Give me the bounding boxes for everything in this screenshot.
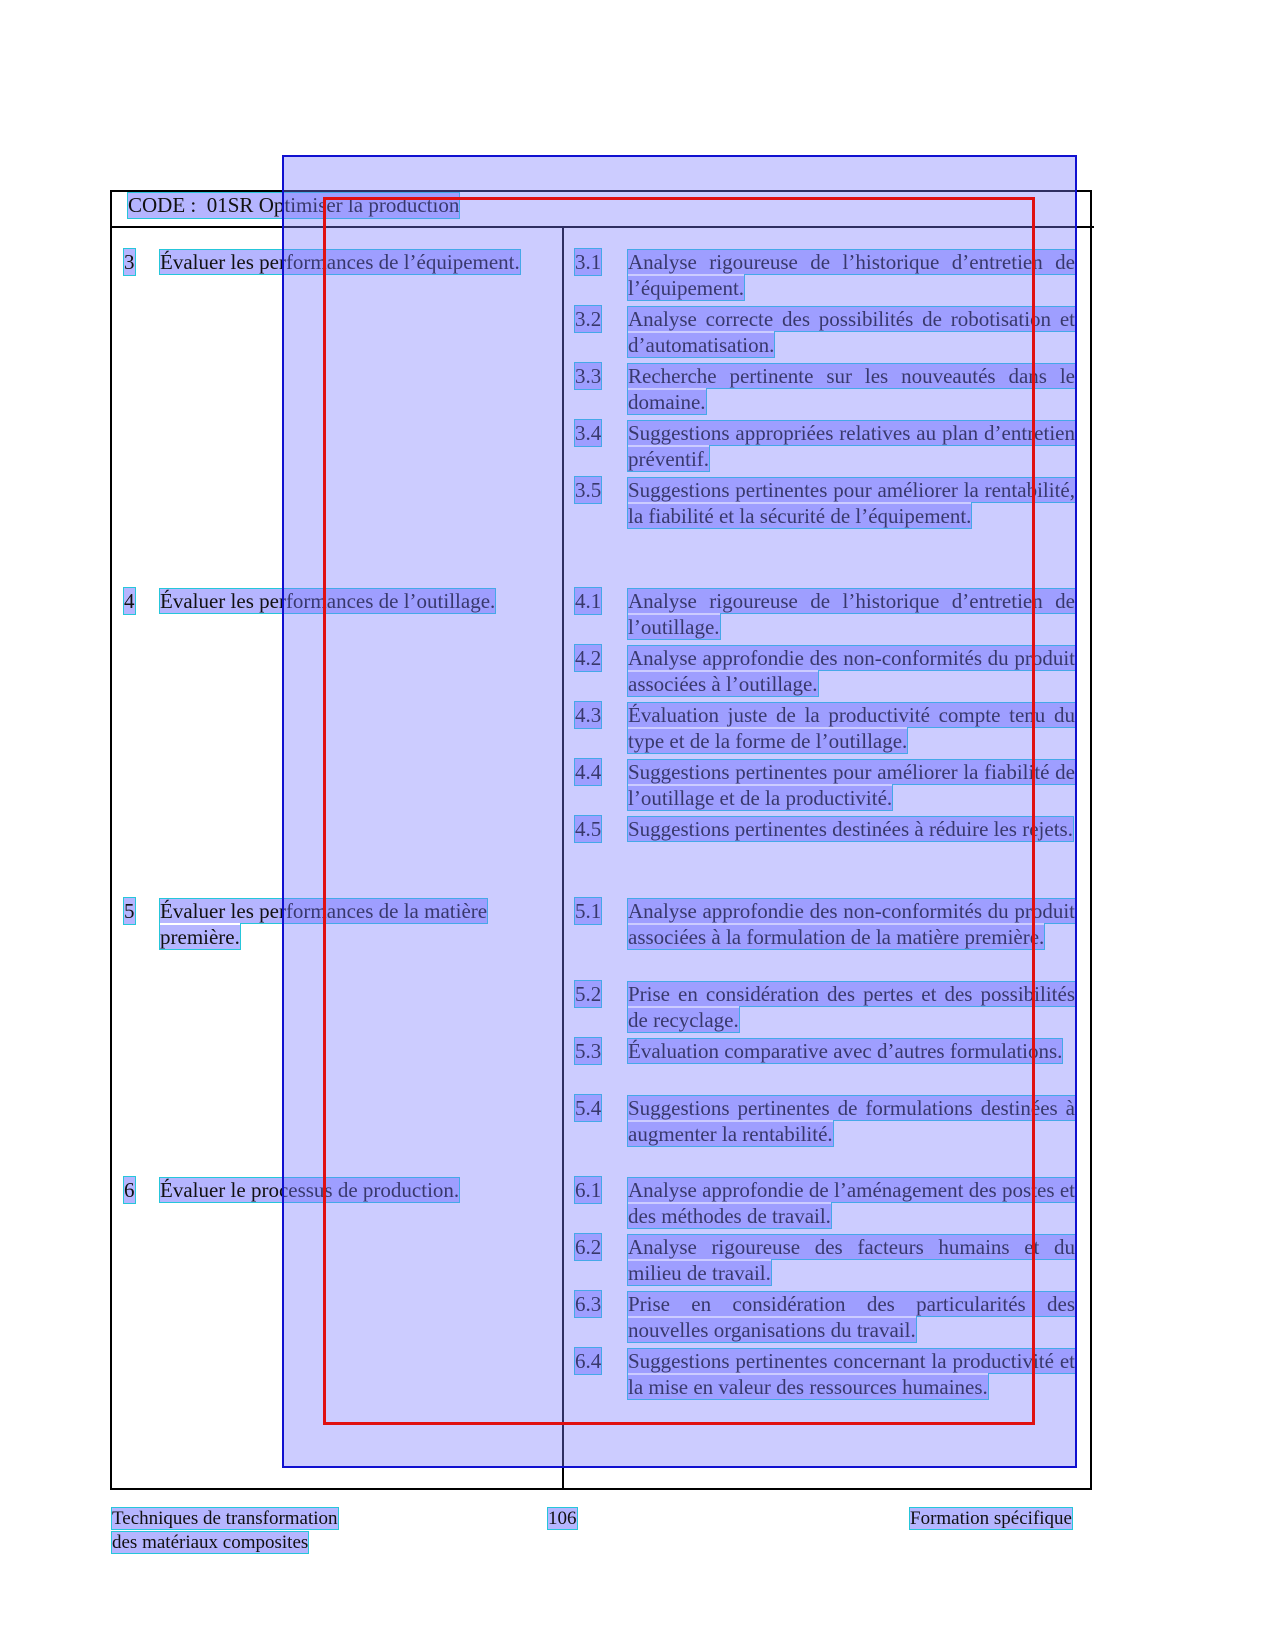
criterion-number: 6.3 — [575, 1292, 602, 1316]
footer-left — [112, 1507, 338, 1555]
footer-program-line2: des matériaux composites — [112, 1532, 309, 1553]
criterion-text: Analyse approfondie de l’aménagement des postes et des méthodes de travail. — [628, 1178, 1075, 1228]
code-value: 01SR — [206, 193, 254, 217]
criterion-text: Analyse rigoureuse de l’historique d’entretien de l’équipement. — [628, 250, 1075, 300]
criterion-number: 4.3 — [575, 703, 602, 727]
objective-number: 5 — [124, 899, 135, 923]
page-number — [548, 1507, 577, 1531]
page-number-text: 106 — [548, 1508, 577, 1529]
footer-section-label: Formation spécifique — [910, 1508, 1072, 1529]
criterion-number: 6.4 — [575, 1349, 602, 1373]
criterion-text: Suggestions pertinentes pour améliorer la fiabilité de l’outillage et de la productivité. — [628, 760, 1075, 810]
criterion-text: Analyse rigoureuse des facteurs humains et du milieu de travail. — [628, 1235, 1075, 1285]
criterion-text: Prise en considération des pertes et des possibilités de recyclage. — [628, 982, 1075, 1032]
criterion-number: 3.2 — [575, 307, 602, 331]
selection-region-overlay — [323, 197, 1035, 1425]
objective-number: 6 — [124, 1178, 135, 1202]
criterion-number: 5.4 — [575, 1096, 602, 1120]
criterion-number: 5.1 — [575, 899, 602, 923]
footer-program-line1: Techniques de transformation — [112, 1508, 338, 1529]
criterion-text: Évaluation juste de la productivité compte tenu du type et de la forme de l’outillage. — [628, 703, 1075, 753]
objective-number: 4 — [124, 589, 135, 613]
objective-text: Évaluer les performances de l’équipement. — [160, 250, 520, 274]
objective-number: 3 — [124, 250, 135, 274]
criterion-number: 3.4 — [575, 421, 602, 445]
criterion-text: Recherche pertinente sur les nouveautés dans le domaine. — [628, 364, 1075, 414]
criterion-number: 6.1 — [575, 1178, 602, 1202]
criterion-text: Suggestions pertinentes pour améliorer la rentabilité, la fiabilité et la sécurité de l’équipement. — [628, 478, 1075, 528]
criterion-number: 4.4 — [575, 760, 602, 784]
criterion-number: 3.5 — [575, 478, 602, 502]
criterion-text: Suggestions pertinentes destinées à réduire les rejets. — [628, 817, 1073, 841]
objective-text: Évaluer les performances de l’outillage. — [160, 589, 496, 613]
criterion-number: 6.2 — [575, 1235, 602, 1259]
criterion-number: 4.2 — [575, 646, 602, 670]
objective-text: Évaluer le processus de production. — [160, 1178, 460, 1202]
footer-right — [910, 1507, 1072, 1531]
criterion-text: Suggestions pertinentes concernant la productivité et la mise en valeur des ressources humaines. — [628, 1349, 1075, 1399]
objective-text: Évaluer les performances de la matière première. — [160, 899, 488, 949]
criterion-text: Suggestions pertinentes de formulations destinées à augmenter la rentabilité. — [628, 1096, 1075, 1146]
criterion-text: Suggestions appropriées relatives au plan d’entretien préventif. — [628, 421, 1075, 471]
criterion-number: 3.3 — [575, 364, 602, 388]
criterion-number: 5.3 — [575, 1039, 602, 1063]
criterion-text: Analyse approfondie des non-conformités du produit associées à la formulation de la matière première. — [628, 899, 1075, 949]
criterion-text: Prise en considération des particularités des nouvelles organisations du travail. — [628, 1292, 1075, 1342]
competency-title: Optimiser la production — [258, 193, 460, 217]
criterion-number: 4.1 — [575, 589, 602, 613]
criterion-number: 3.1 — [575, 250, 602, 274]
criterion-text: Analyse approfondie des non-conformités du produit associées à l’outillage. — [628, 646, 1075, 696]
criterion-number: 5.2 — [575, 982, 602, 1006]
criterion-number: 4.5 — [575, 817, 602, 841]
code-label: CODE : — [128, 193, 197, 217]
criterion-text: Analyse correcte des possibilités de robotisation et d’automatisation. — [628, 307, 1075, 357]
criterion-text: Évaluation comparative avec d’autres formulations. — [628, 1039, 1063, 1063]
criterion-text: Analyse rigoureuse de l’historique d’entretien de l’outillage. — [628, 589, 1075, 639]
